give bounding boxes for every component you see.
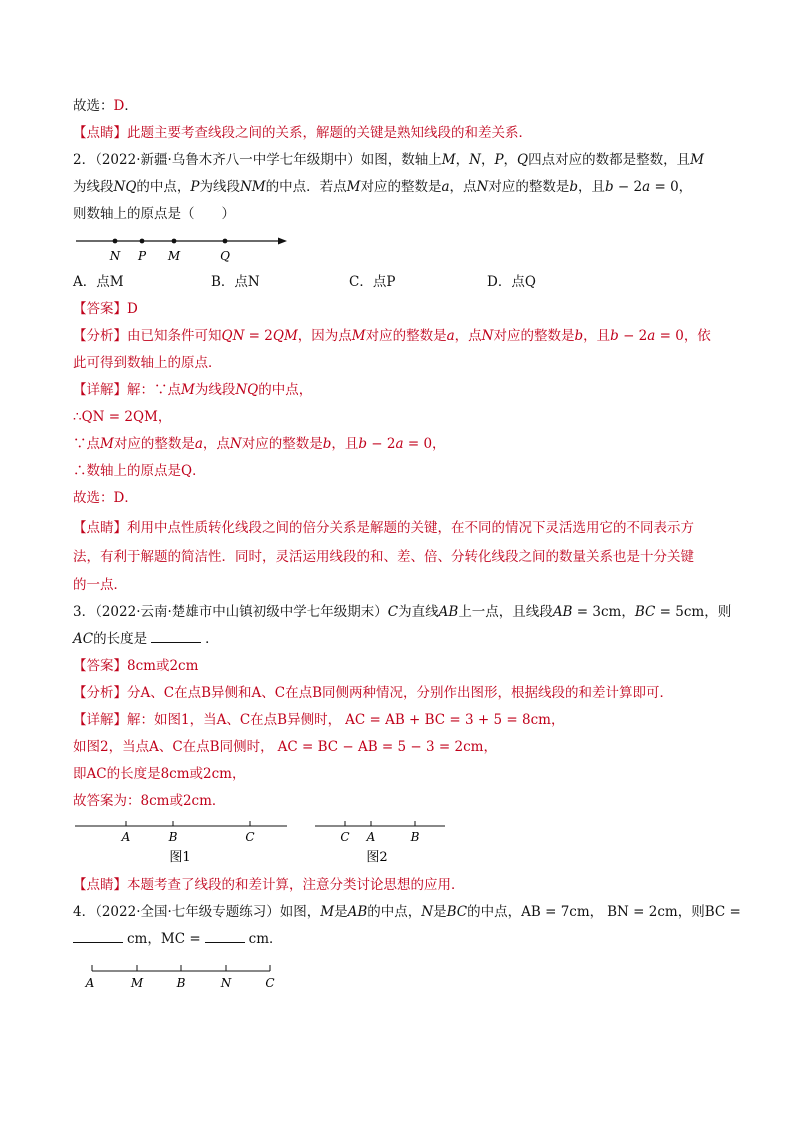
- q2-comment-line1: 【点睛】利用中点性质转化线段之间的倍分关系是解题的关键，在不同的情况下灵活选用它的不同表示方: [73, 520, 694, 536]
- q4-label-c: C: [265, 976, 275, 990]
- point-n: [113, 239, 118, 244]
- q2-answer: 【答案】D: [73, 301, 138, 317]
- fig1-label-a: A: [121, 830, 131, 844]
- q4-stem-line1: 4．（2022·全国·七年级专题练习）如图，M是AB的中点，N是BC的中点，AB = 7cm， BN = 2cm，则BC =: [73, 904, 741, 920]
- q4-label-a: A: [85, 976, 95, 990]
- point-m: [172, 239, 177, 244]
- label-n: N: [109, 249, 121, 263]
- fig1-label-b: B: [168, 830, 178, 844]
- q2-comment-line2: 法，有利于解题的简洁性．同时，灵活运用线段的和、差、倍、分转化线段之间的数量关系也是十分关键: [73, 549, 694, 565]
- q2-stem-line1: 2．（2022·新疆·乌鲁木齐八一中学七年级期中）如图，数轴上M，N，P，Q四点对应的数都是整数，且M: [73, 152, 704, 168]
- fig1-caption: 图1: [169, 850, 191, 865]
- answer-blank[interactable]: [151, 630, 201, 643]
- q4-label-m: M: [130, 976, 144, 990]
- q2-comment-line3: 的一点．: [73, 577, 127, 593]
- q2-detail-line1: 【详解】解：∵点M为线段NQ的中点，: [73, 382, 313, 398]
- fig1-label-c: C: [245, 830, 255, 844]
- q2-analysis-line2: 此可得到数轴上的原点．: [73, 355, 222, 371]
- q1-choice: 故选：D．: [73, 98, 138, 114]
- q3-detail-line1: 【详解】解：如图1，当A、C在点B异侧时， AC = AB + BC = 3 + 5 = 8cm，: [73, 712, 565, 728]
- number-line-arrow: [278, 238, 287, 245]
- label-p: P: [137, 249, 147, 263]
- q4-label-n: N: [220, 976, 232, 990]
- q2-number-line-figure: [73, 230, 303, 266]
- bc-answer-blank[interactable]: [73, 930, 123, 943]
- q1-comment: 【点睛】此题主要考查线段之间的关系，解题的关键是熟知线段的和差关系．: [73, 125, 532, 141]
- point-p: [140, 239, 145, 244]
- comment-tag: 【点睛】: [73, 125, 127, 141]
- q2-choice: 故选：D．: [73, 490, 138, 506]
- fig2-label-b: B: [410, 830, 420, 844]
- q3-figures: [73, 818, 453, 868]
- option-c[interactable]: C．点P: [349, 274, 396, 290]
- q2-detail-line2: ∴QN = 2QM，: [73, 409, 172, 425]
- q2-stem-line3: 则数轴上的原点是（ ）: [73, 206, 235, 222]
- q4-figure: [80, 962, 290, 994]
- q3-answer: 【答案】8cm或2cm: [73, 658, 199, 674]
- label-m: M: [167, 249, 181, 263]
- q3-detail-line4: 故答案为：8cm或2cm．: [73, 793, 226, 809]
- q3-detail-line3: 即AC的长度是8cm或2cm，: [73, 766, 246, 782]
- q2-analysis-line1: 【分析】由已知条件可知QN = 2QM，因为点M对应的整数是a，点N对应的整数是b，且b − 2a = 0，依: [73, 328, 711, 344]
- q3-detail-line2: 如图2，当点A、C在点B同侧时， AC = BC − AB = 5 − 3 = 2cm，: [73, 739, 497, 755]
- option-b[interactable]: B．点N: [211, 274, 260, 290]
- q2-detail-line4: ∴数轴上的原点是Q．: [73, 463, 206, 479]
- q3-comment: 【点睛】本题考查了线段的和差计算，注意分类讨论思想的应用．: [73, 877, 465, 893]
- fig2-label-a: A: [366, 830, 376, 844]
- fig2-caption: 图2: [366, 850, 388, 865]
- fig2-label-c: C: [340, 830, 350, 844]
- label-q: Q: [220, 249, 230, 263]
- q3-stem-line1: 3．（2022·云南·楚雄市中山镇初级中学七年级期末）C为直线AB上一点，且线段AB = 3cm，BC = 5cm，则: [73, 604, 732, 620]
- mc-answer-blank[interactable]: [205, 930, 245, 943]
- option-a[interactable]: A．点M: [73, 274, 124, 290]
- figure-2: [315, 821, 445, 865]
- q1-choice-answer: D: [113, 98, 125, 114]
- q4-label-b: B: [176, 976, 186, 990]
- q3-stem-line2: AC的长度是 ．: [73, 631, 219, 647]
- q2-stem-line2: 为线段NQ的中点，P为线段NM的中点．若点M对应的整数是a，点N对应的整数是b，且b − 2a = 0，: [73, 179, 693, 195]
- option-d[interactable]: D．点Q: [487, 274, 536, 290]
- point-q: [223, 239, 228, 244]
- q3-analysis: 【分析】分A、C在点B异侧和A、C在点B同侧两种情况，分别作出图形，根据线段的和差计算即可．: [73, 685, 673, 701]
- q2-detail-line3: ∵点M对应的整数是a，点N对应的整数是b，且b − 2a = 0，: [73, 436, 446, 452]
- q4-stem-line2: cm，MC = cm．: [73, 930, 724, 948]
- figure-1: [75, 821, 287, 865]
